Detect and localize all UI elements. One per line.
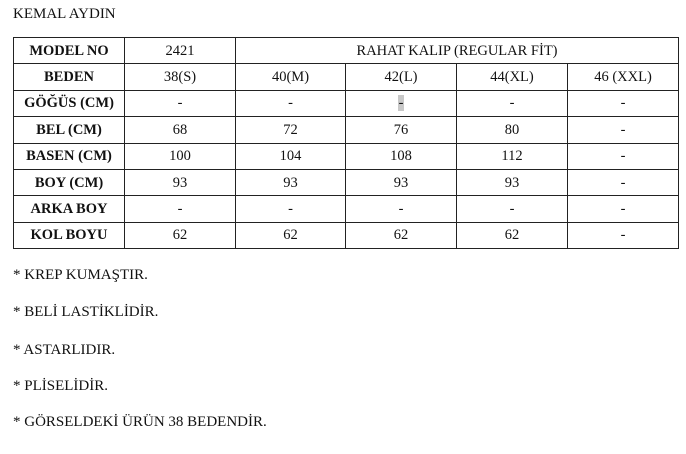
note-model-size: * GÖRSELDEKİ ÜRÜN 38 BEDENDİR. — [13, 414, 267, 430]
fit-description: RAHAT KALIP (REGULAR FİT) — [236, 38, 679, 64]
size-header: 40(M) — [236, 64, 346, 90]
size-label: BEDEN — [14, 64, 125, 90]
table-cell: - — [236, 196, 346, 222]
table-cell: 100 — [125, 143, 236, 169]
table-cell: 93 — [236, 169, 346, 195]
table-cell: 62 — [236, 222, 346, 248]
measurement-row-sleeve — [14, 222, 679, 248]
model-row — [14, 38, 679, 64]
table-cell: 76 — [346, 117, 457, 143]
table-cell: - — [568, 222, 679, 248]
table-cell: - — [457, 90, 568, 116]
table-cell: 112 — [457, 143, 568, 169]
document-title: KEMAL AYDIN — [13, 6, 116, 22]
size-header: 46 (XXL) — [568, 64, 679, 90]
table-cell: 93 — [125, 169, 236, 195]
measurement-row-chest — [14, 90, 679, 116]
note-fabric: * KREP KUMAŞTIR. — [13, 267, 148, 283]
row-label: KOL BOYU — [14, 222, 125, 248]
table-cell: - — [125, 196, 236, 222]
table-cell: 80 — [457, 117, 568, 143]
table-cell: 72 — [236, 117, 346, 143]
measurement-row-waist — [14, 117, 679, 143]
selected-cell-text: - — [398, 95, 404, 112]
table-cell: - — [568, 143, 679, 169]
table-cell: 108 — [346, 143, 457, 169]
table-cell: - — [125, 90, 236, 116]
table-cell: - — [346, 196, 457, 222]
table-cell: - — [457, 196, 568, 222]
note-elastic-waist: * BELİ LASTİKLİDİR. — [13, 304, 159, 320]
size-header: 44(XL) — [457, 64, 568, 90]
table-cell: 62 — [457, 222, 568, 248]
table-cell: 62 — [125, 222, 236, 248]
table-cell: - — [236, 90, 346, 116]
table-cell: - — [568, 196, 679, 222]
table-cell: 93 — [346, 169, 457, 195]
table-cell: 68 — [125, 117, 236, 143]
model-no-label: MODEL NO — [14, 38, 125, 64]
size-header: 42(L) — [346, 64, 457, 90]
table-cell: 104 — [236, 143, 346, 169]
row-label: GÖĞÜS (CM) — [14, 90, 125, 116]
note-pleated: * PLİSELİDİR. — [13, 378, 108, 394]
size-chart-table — [13, 37, 679, 249]
model-no-value: 2421 — [125, 38, 236, 64]
measurement-row-back-length — [14, 196, 679, 222]
measurement-row-hip — [14, 143, 679, 169]
table-cell: 62 — [346, 222, 457, 248]
table-cell: 93 — [457, 169, 568, 195]
size-row — [14, 64, 679, 90]
measurement-row-length — [14, 169, 679, 195]
table-cell: - — [568, 117, 679, 143]
row-label: BASEN (CM) — [14, 143, 125, 169]
table-cell: - — [568, 169, 679, 195]
row-label: BEL (CM) — [14, 117, 125, 143]
row-label: BOY (CM) — [14, 169, 125, 195]
note-lined: * ASTARLIDIR. — [13, 342, 116, 358]
row-label: ARKA BOY — [14, 196, 125, 222]
size-header: 38(S) — [125, 64, 236, 90]
table-cell: - — [568, 90, 679, 116]
table-cell[interactable] — [346, 90, 457, 116]
